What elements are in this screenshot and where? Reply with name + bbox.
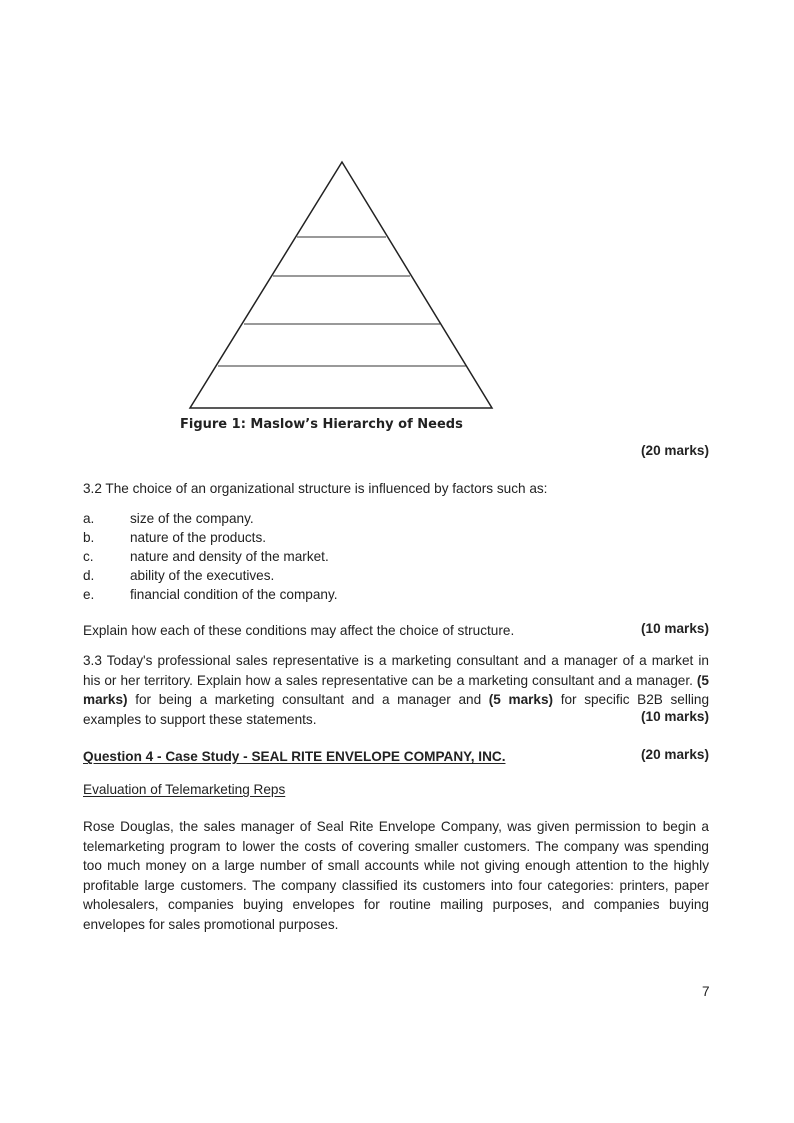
text: for specific B2B selling examples to support these statements. [83,692,710,727]
marks-bold: (5 marks) [83,672,709,707]
list-item [83,568,274,583]
q3-2-instruction: Explain how each of these conditions may affect the choice of structure. [83,623,515,638]
subheading-text: Evaluation of Telemarketing Reps [83,782,286,797]
list-letter: a. [83,511,95,526]
list-text: nature and density of the market. [130,549,329,564]
maslow-pyramid-diagram [0,0,794,420]
text: 3.3 Today's professional sales representative is a marketing consultant and a manager of a market in his or her territory. Explain how a sales representative can be a marketing consultant and a manager. [83,653,709,688]
list-text: size of the company. [130,511,254,526]
list-item [83,511,254,526]
q3-3-marks: (10 marks) [640,709,709,724]
list-item [83,587,338,602]
list-letter: e. [83,587,95,602]
list-letter: b. [83,530,95,545]
heading-text: Question 4 - Case Study - SEAL RITE ENVELOPE COMPANY, INC. [83,749,506,764]
page-number: 7 [702,984,710,999]
q4-heading [83,747,709,767]
q4-marks: (20 marks) [640,747,709,762]
figure-marks: (20 marks) [640,443,709,458]
pyramid-outline [190,162,492,408]
list-text: ability of the executives. [130,568,275,583]
q3-2-marks: (10 marks) [640,621,709,636]
figure-caption: Figure 1: Maslow’s Hierarchy of Needs [180,417,463,432]
q4-paragraph: Rose Douglas, the sales manager of Seal Rite Envelope Company, was given permission to begin a telemarketing program to lower the costs of covering smaller customers. The company was spending too much money on a large number of small accounts while not giving enough attention to the highly profitable large customers. The company classified its customers into four categories: printers, paper wholesalers, companies buying envelopes for routine mailing purposes, and companies buying envelopes for sales promotional purposes. [83,819,709,932]
list-item [83,530,266,545]
text: for being a marketing consultant and a manager and [127,692,489,707]
list-text: nature of the products. [130,530,267,545]
q3-3-paragraph [83,651,709,729]
list-text: financial condition of the company. [130,587,338,602]
list-letter: c. [83,549,94,564]
marks-bold: (5 marks) [488,692,554,707]
q4-subheading [83,780,709,800]
list-letter: d. [83,568,95,583]
q3-2-intro: 3.2 The choice of an organizational structure is influenced by factors such as: [83,481,548,496]
list-item [83,549,329,564]
